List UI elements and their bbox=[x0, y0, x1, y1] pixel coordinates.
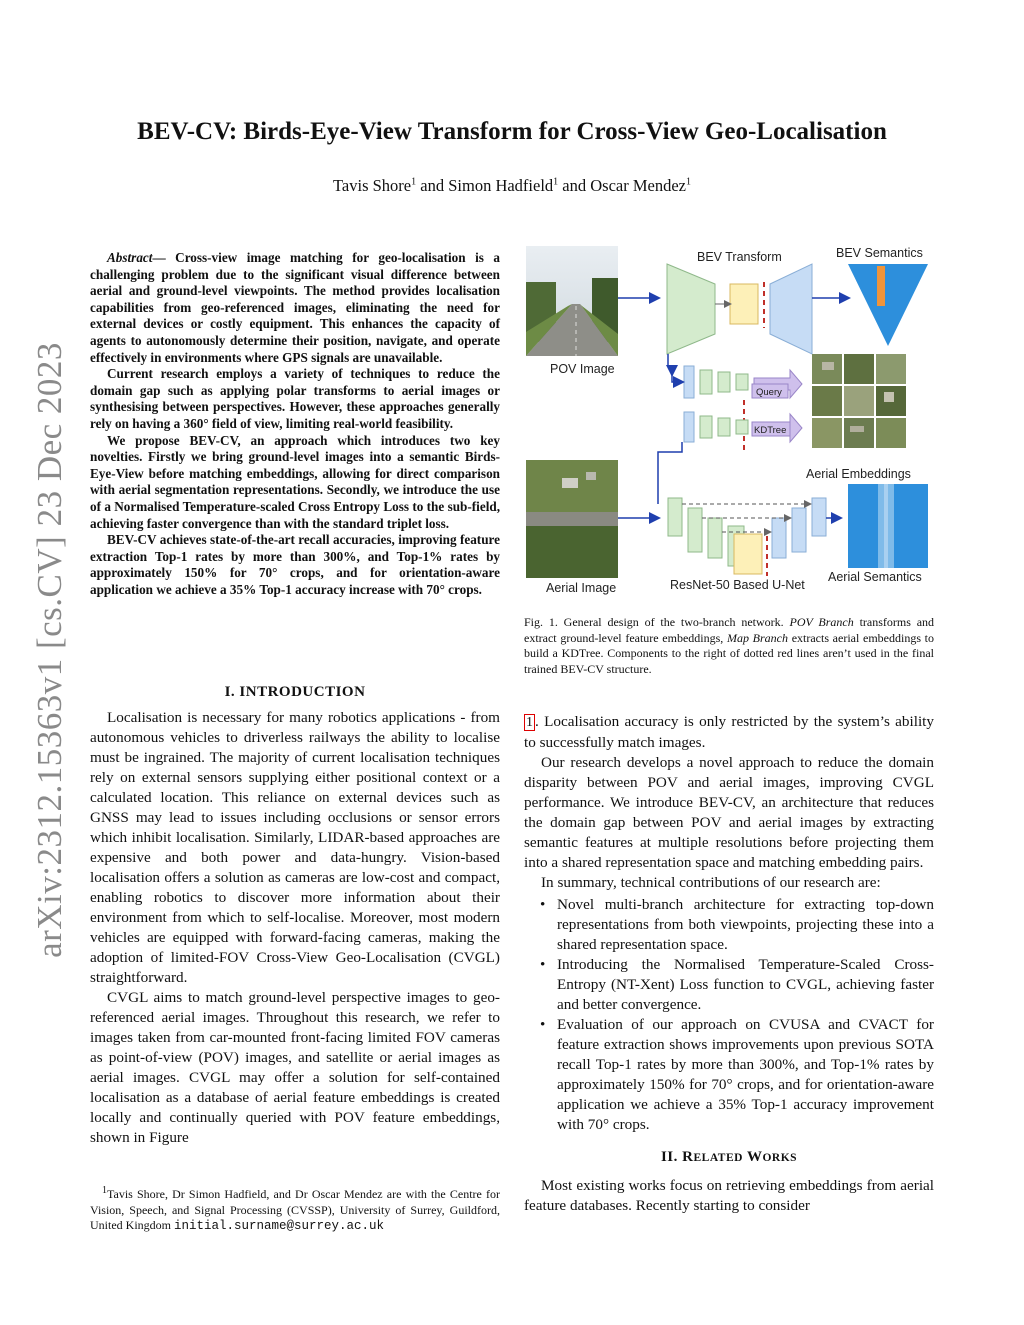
pov-image bbox=[526, 246, 618, 356]
caption-emphasis: POV Branch bbox=[789, 615, 854, 629]
author-affiliation-mark: 1 bbox=[553, 176, 559, 188]
author-name: Tavis Shore bbox=[333, 176, 412, 195]
aerial-semantics-map bbox=[848, 484, 928, 568]
footnote-mark: 1 bbox=[102, 1185, 107, 1196]
right-column-text bbox=[524, 712, 934, 1216]
author-conjunction: and bbox=[420, 176, 445, 195]
abstract-dash: — bbox=[152, 250, 176, 265]
body-paragraph: In summary, technical contributions of our research are: bbox=[541, 874, 881, 891]
label-bev-semantics: BEV Semantics bbox=[836, 246, 923, 260]
label-bev-transform: BEV Transform bbox=[697, 250, 782, 264]
unet-block bbox=[668, 498, 826, 574]
list-item: • Evaluation of our approach on CVUSA and CVACT for feature extraction shows improvements upon previous SOTA recall Top-1 rates by more than 300%, and Top-1% rates by approximately 150% for 70° crops, and for orientation-aware application we achieve a 35% Top-1 accuracy improvement with 70° crops. bbox=[557, 1015, 934, 1135]
caption-prefix: Fig. 1. bbox=[524, 615, 558, 629]
caption-text: General design of the two-branch network. bbox=[563, 615, 784, 629]
body-text: . Localisation accuracy is only restricted by the system’s ability to successfully match images. bbox=[524, 713, 934, 751]
encoder-block bbox=[667, 264, 715, 354]
label-aerial-embeddings: Aerial Embeddings bbox=[806, 467, 911, 481]
author-name: Simon Hadfield bbox=[448, 176, 554, 195]
caption-emphasis: Map Branch bbox=[726, 630, 788, 645]
abstract-paragraph: BEV-CV achieves state-of-the-art recall accuracies, improving feature extraction Top-1 rates by more than 300%, and Top-1% rates by approximately 150% for 70° crops, and for orientation-aware application we achieve a 35% Top-1 accuracy increase with 70° crops. bbox=[90, 532, 500, 597]
kdtree-encoder bbox=[684, 412, 748, 442]
bottleneck-block bbox=[730, 284, 758, 324]
author-affiliation-mark: 1 bbox=[686, 176, 691, 188]
section-number: II. bbox=[660, 1149, 678, 1165]
contribution-list bbox=[524, 895, 934, 1135]
flow-arrow bbox=[668, 354, 672, 374]
section-heading bbox=[524, 1147, 934, 1168]
abstract bbox=[90, 250, 500, 598]
aerial-embeddings-grid bbox=[812, 354, 906, 448]
author-list bbox=[0, 176, 1024, 196]
abstract-keyword: Abstract bbox=[107, 250, 153, 265]
aerial-image bbox=[526, 460, 618, 578]
architecture-figure bbox=[522, 242, 936, 602]
body-paragraph: CVGL aims to match ground-level perspective images to geo-referenced aerial images. Throughout this research, we refer to images taken from car-mounted front-facing limited FOV cameras as point-of-view (POV) images, and satellite or aerial images as aerial images. CVGL may offer a solution for self-contained localisation as a database of aerial feature embeddings is created locally and continually queried with POV feature embeddings, shown in Figure bbox=[90, 989, 500, 1146]
abstract-paragraph bbox=[90, 250, 500, 366]
body-paragraph: Most existing works focus on retrieving embeddings from aerial feature databases. Recently starting to consider bbox=[524, 1177, 934, 1214]
label-aerial-semantics: Aerial Semantics bbox=[828, 570, 922, 584]
flow-arrow bbox=[658, 442, 682, 504]
label-aerial-image: Aerial Image bbox=[546, 581, 617, 595]
section-title-initial: W bbox=[746, 1149, 763, 1165]
label-resnet-unet: ResNet-50 Based U-Net bbox=[670, 578, 805, 592]
introduction-section bbox=[90, 682, 500, 1148]
author-affiliation-mark: 1 bbox=[411, 176, 417, 188]
body-paragraph bbox=[524, 712, 934, 753]
section-title-rest: ELATED bbox=[693, 1152, 743, 1164]
label-query: Query bbox=[756, 387, 782, 398]
list-item: • Novel multi-branch architecture for extracting top-down representations from both viewpoints, projecting these into a shared representation space. bbox=[557, 895, 934, 955]
architecture-diagram bbox=[522, 242, 936, 602]
affiliation-footnote bbox=[90, 1183, 500, 1235]
arxiv-id: arXiv:2312.15363v1 [cs.CV] 23 Dec 2023 bbox=[30, 342, 69, 958]
footnote-text: Tavis Shore, Dr Simon Hadfield, and Dr Oscar Mendez are with the Centre for Vision, Speech, and Signal Processing (CVSSP), University of Surrey, Guildford, United Kingdom bbox=[90, 1187, 500, 1232]
body-paragraph: Localisation is necessary for many robotics applications - from autonomous vehicles to driverless railways the ability to localise must be ingrained. The majority of current localisation techniques rely on external sensors supplying either positional context or a calculated location. This reliance on external devices such as GNSS may lead to issues including occlusions or sensor errors which inhibit localisation. Similarly, LIDAR-based approaches are expensive and both power and data-hungry. Vision-based localisation offers a solution as cameras are low-cost and compact, enabling robotics to discover more information about their environment from which to self-localise. Moreover, most modern vehicles are equipped with forward-facing cameras, making the adoption of limited-FOV Cross-View Geo-Localisation (CVGL) straightforward. bbox=[90, 709, 500, 986]
bev-road-semantic bbox=[877, 266, 885, 306]
abstract-paragraph: We propose BEV-CV, an approach which introduces two key novelties. Firstly we bring ground-level images into a semantic Birds-Eye-View before matching embeddings, allowing for direct comparison with aerial segmentation representations. Secondly, we introduce the use of a Normalised Temperature-scaled Cross Entropy Loss to the sub-field, achieving faster convergence than with the standard triplet loss. bbox=[90, 432, 500, 531]
figure-reference-link[interactable]: 1 bbox=[526, 715, 533, 730]
section-title-initial: R bbox=[682, 1149, 694, 1165]
abstract-paragraph: Current research employs a variety of techniques to reduce the domain gap such as applying polar transforms to aerial images or synthesising between perspectives. However, these approaches generally rely on having a 360° field of view, limiting real-world feasibility. bbox=[90, 366, 500, 431]
label-pov-image: POV Image bbox=[550, 362, 615, 376]
author-name: Oscar Mendez bbox=[590, 176, 686, 195]
abstract-text: Cross-view image matching for geo-localisation is a challenging problem due to the significant visual difference between aerial and ground-level viewpoints. The method provides localisation capabilities from geo-referenced images, eliminating the need for external devices or costly equipment. This enhances the capacity of agents to autonomously determine their position, navigate, and operate effectively in environments where GPS signals are unavailable. bbox=[90, 250, 500, 365]
footnote-email: initial.surname@surrey.ac.uk bbox=[174, 1219, 385, 1233]
decoder-block bbox=[770, 264, 812, 354]
caption-text: extracts aerial embeddings to build a KDTree. Components to the right of dotted red lines aren’t used in the final trained BEV-CV structure. bbox=[524, 630, 935, 676]
section-heading: I. INTRODUCTION bbox=[224, 684, 366, 700]
label-kdtree: KDTree bbox=[754, 425, 787, 436]
paper-title: BEV-CV: Birds-Eye-View Transform for Cross-View Geo-Localisation bbox=[137, 118, 887, 145]
body-paragraph: Our research develops a novel approach to reduce the domain disparity between POV and aerial images, improving CVGL performance. We introduce BEV-CV, an architecture that reduces the domain gap between POV and aerial images by extracting semantic features at multiple resolutions before projecting them into a shared representation space and matching embedding pairs. bbox=[524, 754, 934, 871]
bev-semantics-map bbox=[848, 264, 928, 346]
caption-text: transforms and extract ground-level feature embeddings, bbox=[524, 615, 935, 645]
author-conjunction: and bbox=[562, 176, 587, 195]
section-title-rest: ORKS bbox=[762, 1152, 798, 1164]
list-item: • Introducing the Normalised Temperature-Scaled Cross-Entropy (NT-Xent) Loss function to CVGL, achieving faster and better convergence. bbox=[557, 955, 934, 1015]
figure-caption bbox=[524, 615, 934, 677]
arxiv-sidebar-stamp bbox=[30, 342, 70, 958]
